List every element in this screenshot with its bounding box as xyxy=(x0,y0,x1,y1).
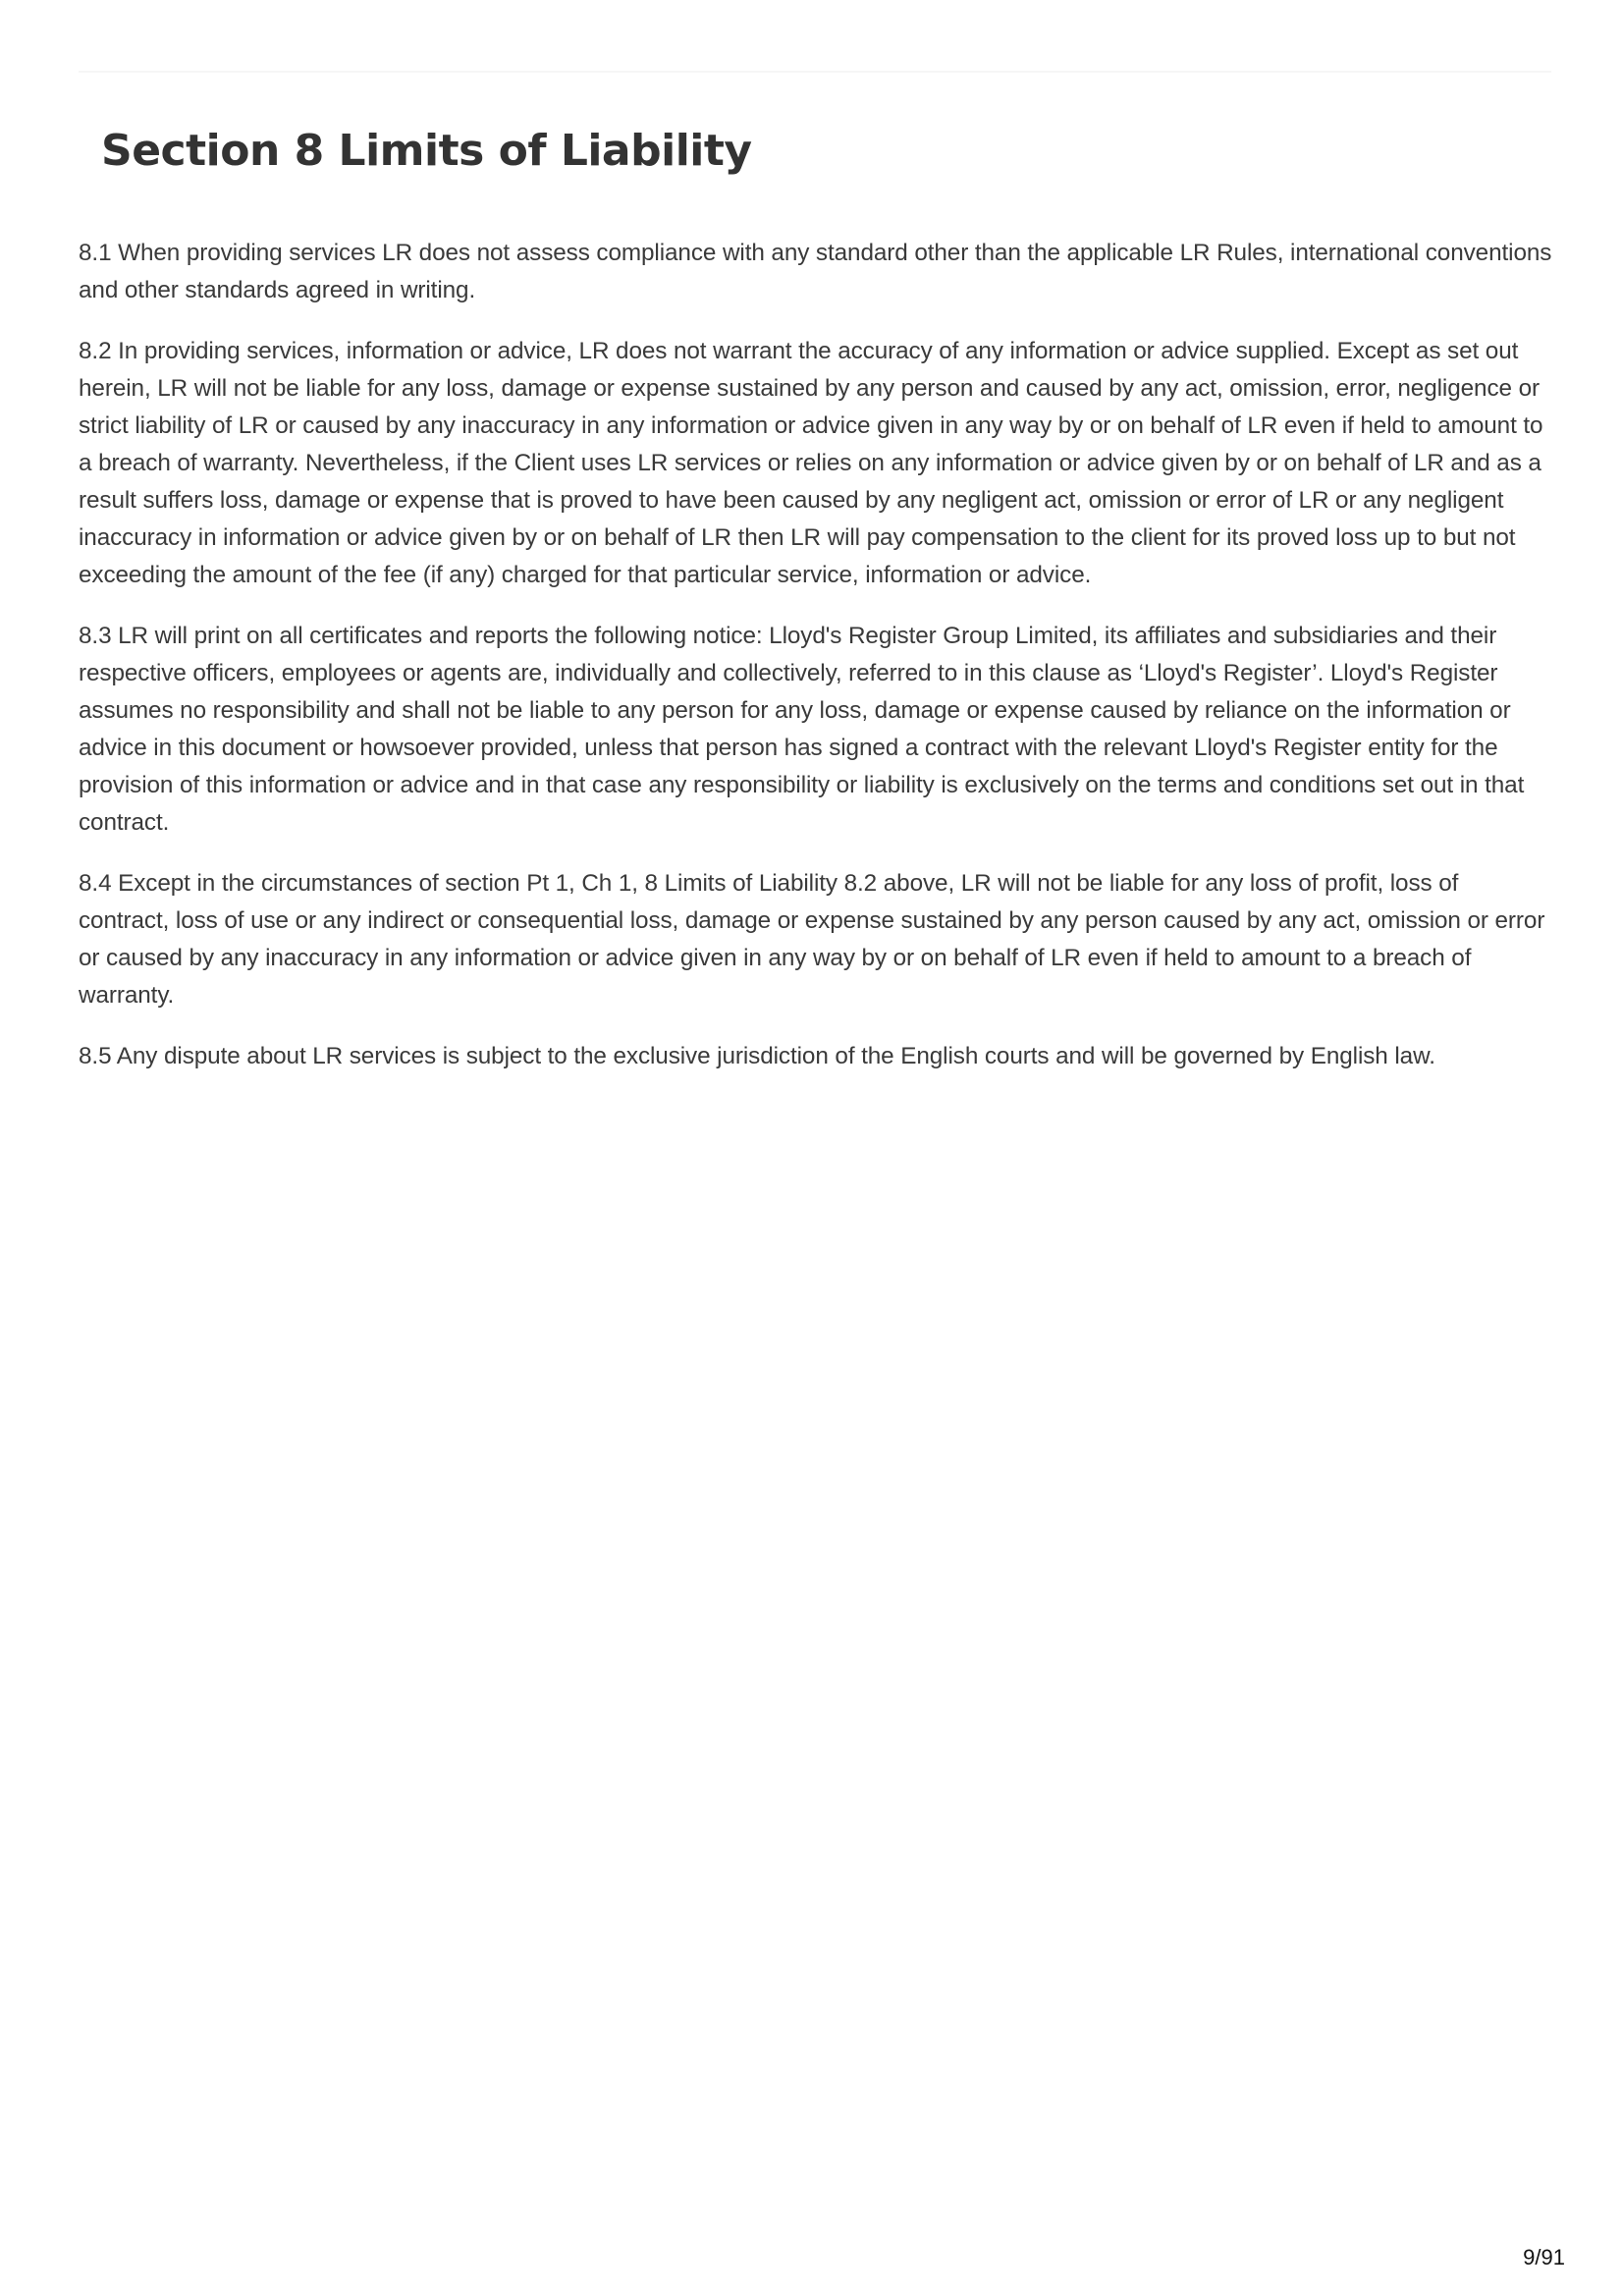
page-title: Section 8 Limits of Liability xyxy=(101,126,752,176)
clause-8-4: 8.4 Except in the circumstances of section Pt 1, Ch 1, 8 Limits of Liability 8.2 above, LR will not be liable for any loss of profit, loss of contract, loss of use or any indirect or consequential loss, damage or expense sustained by any person caused by any act, omission or error or caused by any inaccuracy in any information or advice given in any way by or on behalf of LR even if held to amount to a breach of warranty. xyxy=(79,870,1545,1009)
clause-8-1: 8.1 When providing services LR does not assess compliance with any standard other than the applicable LR Rules, international conventions and other standards agreed in writing. xyxy=(79,240,1552,303)
clause-8-5: 8.5 Any dispute about LR services is subject to the exclusive jurisdiction of the English courts and will be governed by English law. xyxy=(79,1043,1435,1069)
clause-8-3: 8.3 LR will print on all certificates and reports the following notice: Lloyd's Register Group Limited, its affiliates and subsidiaries and their respective officers, employees or agents are, individually and collectively, referred to in this clause as ‘Lloyd's Register’. Lloyd's Register assumes no responsibility and shall not be liable to any person for any loss, damage or expense caused by reliance on the information or advice in this document or howsoever provided, unless that person has signed a contract with the relevant Lloyd's Register entity for the provision of this information or advice and in that case any responsibility or liability is exclusively on the terms and conditions set out in that contract. xyxy=(79,623,1525,836)
page-number: 9/91 xyxy=(1523,2245,1565,2269)
clause-8-2: 8.2 In providing services, information or advice, LR does not warrant the accuracy of any information or advice supplied. Except as set out herein, LR will not be liable for any loss, damage or expense sustained by any person and caused by any act, omission, error, negligence or strict liability of LR or caused by any inaccuracy in any information or advice given in any way by or on behalf of LR even if held to amount to a breach of warranty. Nevertheless, if the Client uses LR services or relies on any information or advice given by or on behalf of LR and as a result suffers loss, damage or expense that is proved to have been caused by any negligent act, omission or error of LR or any negligent inaccuracy in information or advice given by or on behalf of LR then LR will pay compensation to the client for its proved loss up to but not exceeding the amount of the fee (if any) charged for that particular service, information or advice. xyxy=(79,338,1543,588)
section-body xyxy=(79,235,1555,1099)
page-top-divider xyxy=(79,71,1551,73)
